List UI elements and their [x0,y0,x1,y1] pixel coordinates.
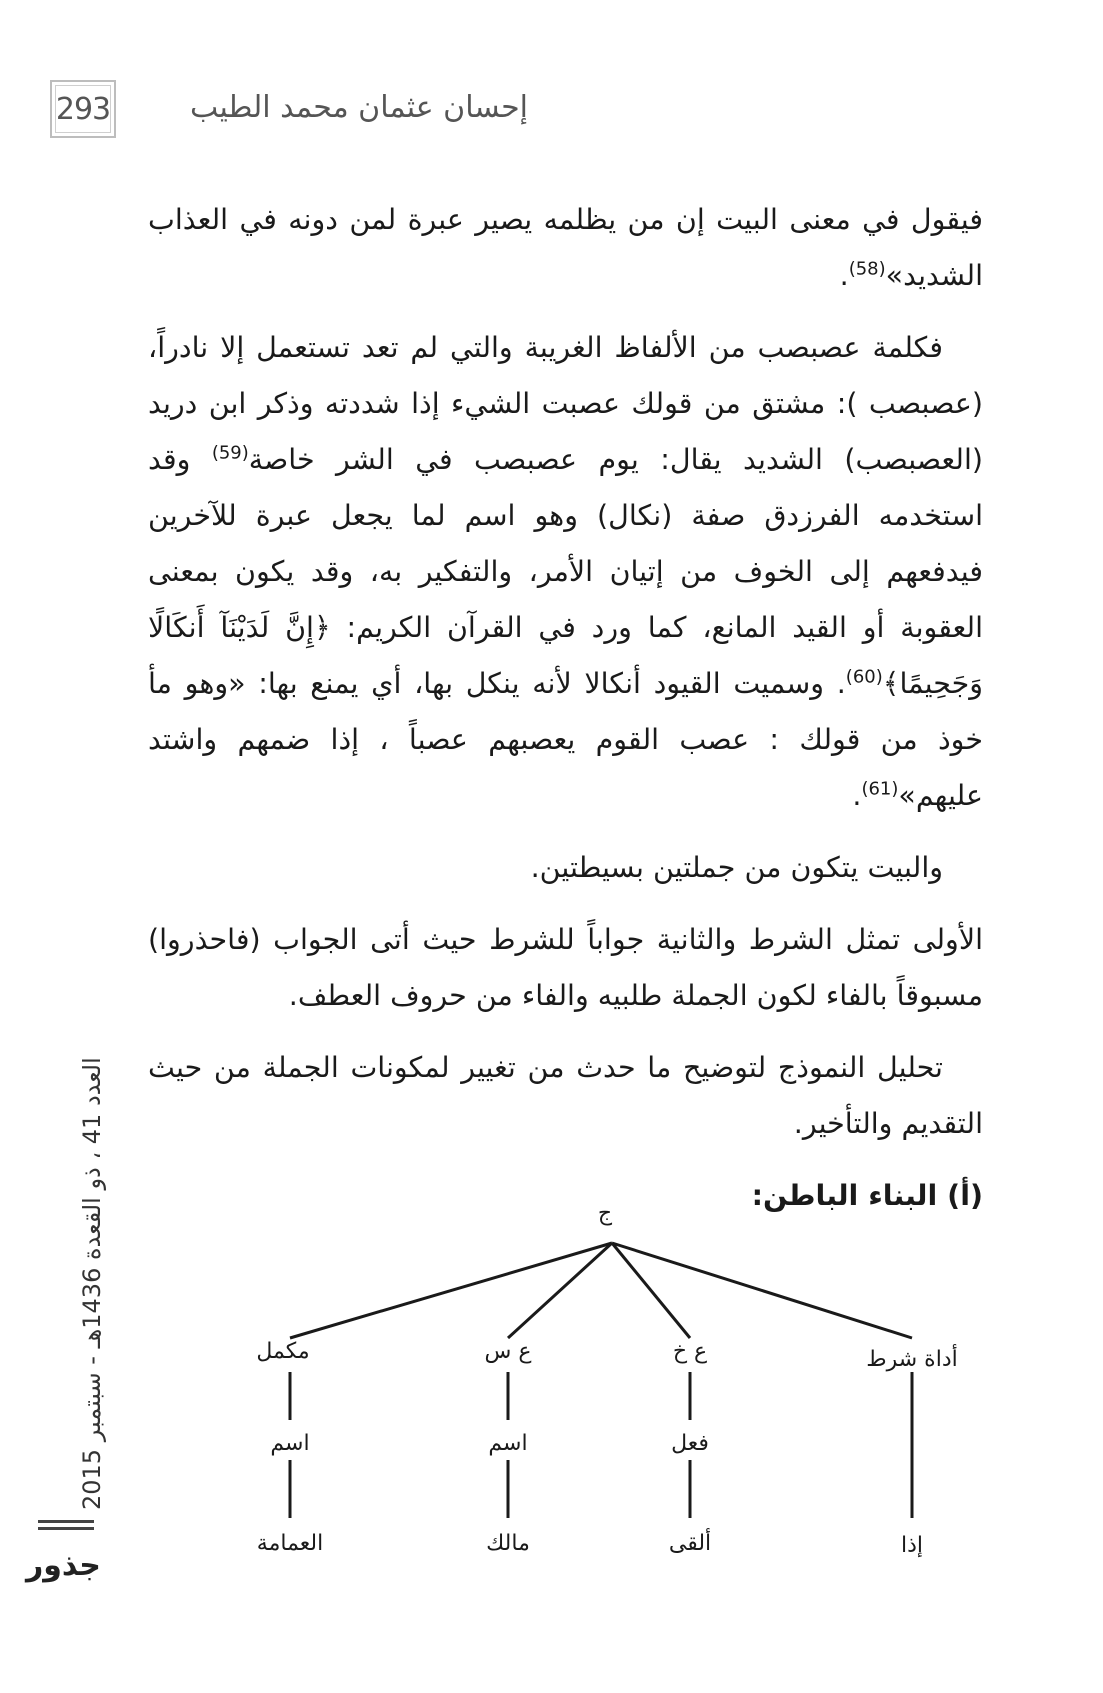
footnote-ref-59[interactable]: (59) [211,442,249,464]
edge-root-adat-shart [612,1243,912,1338]
footnote-ref-61[interactable]: (61) [861,778,899,800]
syntax-tree-diagram [0,1188,1103,1608]
issue-date-sidebar: العدد 41 ، ذو القعدة 1436هـ - سبتمبر 2015 [78,1057,106,1510]
tree-leaf-imama: العمامة [256,1531,324,1556]
edge-root-mukammil [290,1243,612,1338]
tree-root-label: ج [597,1201,613,1226]
page-number: 293 [55,85,111,133]
tree-node-fil: فعل [671,1431,709,1456]
paragraph-4: الأولى تمثل الشرط والثانية جواباً للشرط حيث أتى الجواب (فاحذروا) مسبوقاً بالفاء لكون الجملة طلبيه والفاء من حروف العطف. [148,923,983,1012]
paragraph-2-end: . [852,779,862,812]
paragraph-2-quran: وقد استخدمه الفرزدق صفة (نكال) وهو اسم لما يجعل عبرة للآخرين فيدفعهم إلى الخوف من إتيان الأمر، والتفكير به، وقد يكون بمعنى العقوبة أو القيد المانع، كما ورد في القرآن الكريم: ﴿إِنَّ لَدَيْنَآ أَنكَالًا وَجَحِيمًا﴾ [148,443,983,700]
footnote-ref-60[interactable]: (60) [845,666,883,688]
journal-logo: جذور [26,1548,101,1583]
paragraph-5: تحليل النموذج لتوضيح ما حدث من تغيير لمكونات الجملة من حيث التقديم والتأخير. [148,1051,983,1140]
paragraph-1 [148,192,983,304]
logo-rule-bottom [38,1527,94,1530]
page-number-box [50,80,116,138]
tree-node-adat-shart: أداة شرط [866,1347,958,1372]
running-header-author: إحسان عثمان محمد الطيب [189,90,528,125]
footnote-ref-58[interactable]: (58) [848,258,886,280]
tree-node-ism-2: اسم [270,1431,310,1456]
tree-node-ism-1: اسم [488,1431,528,1456]
body-text [148,192,983,1240]
paragraph-3: والبيت يتكون من جملتين بسيطتين. [530,851,943,884]
logo-rule-top [38,1520,94,1523]
tree-node-mukammil: مكمل [256,1339,310,1364]
tree-leaf-idha: إذا [900,1533,924,1558]
tree-leaf-alqa: ألقى [668,1531,712,1556]
paragraph-2 [148,320,983,824]
paragraph-1-tail: . [839,259,849,292]
tree-leaf-malik: مالك [486,1531,530,1556]
tree-node-ain-kha: ع خ [672,1339,708,1364]
tree-node-ain-sin: ع س [484,1339,532,1364]
paragraph-1-text: فيقول في معنى البيت إن من يظلمه يصير عبرة لمن دونه في العذاب الشديد» [148,203,983,292]
tree-edges [290,1243,912,1518]
paragraph-2-quote: . وسميت القيود أنكالا لأنه ينكل بها، أي يمنع بها: «وهو مأ خوذ من قولك : عصب القوم يعصبهم عصباً ، إذا ضمهم واشتد عليهم» [148,667,983,812]
section-heading: (أ) البناء الباطن: [751,1179,983,1212]
edge-root-ain-kha [612,1243,690,1338]
paragraph-2-text: فكلمة عصبصب من الألفاظ الغريبة والتي لم تعد تستعمل إلا نادراً، (عصبصب ): مشتق من قولك عصبت الشيء إذا شددته وذكر ابن دريد (العصبصب) الشديد يقال: يوم عصبصب في الشر خاصة [148,331,983,476]
